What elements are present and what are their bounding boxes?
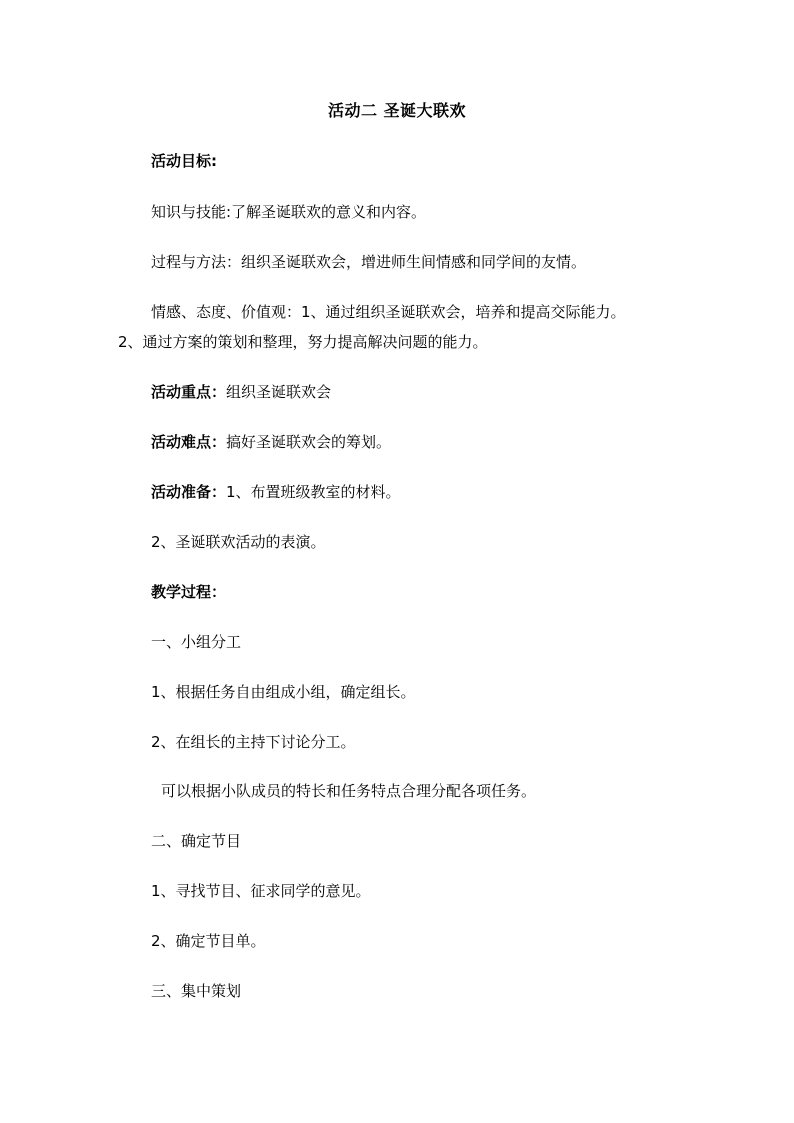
- key-point-text: 组织圣诞联欢会: [226, 383, 332, 401]
- preparation-item-2: 2、圣诞联欢活动的表演。: [151, 533, 326, 551]
- section-2-heading: 二、确定节目: [151, 832, 242, 850]
- process-heading: 教学过程：: [151, 583, 227, 601]
- section-3-heading: 三、集中策划: [151, 982, 242, 1000]
- preparation-label: 活动准备：: [151, 483, 227, 501]
- goal-knowledge: 知识与技能:了解圣诞联欢的意义和内容。: [151, 203, 427, 221]
- section-1-heading: 一、小组分工: [151, 633, 242, 651]
- activity-difficulty: [151, 432, 391, 452]
- difficulty-label: 活动难点：: [151, 433, 227, 451]
- activity-key-point: [151, 382, 331, 402]
- difficulty-text: 搞好圣诞联欢会的筹划。: [226, 433, 392, 451]
- section-1-note: 可以根据小队成员的特长和任务特点合理分配各项任务。: [161, 782, 537, 800]
- goal-emotion-line1: 情感、态度、价值观：1、通过组织圣诞联欢会，培养和提高交际能力。: [151, 303, 626, 321]
- goal-process: 过程与方法：组织圣诞联欢会，增进师生间情感和同学间的友情。: [151, 253, 587, 271]
- section-2-item-1: 1、寻找节目、征求同学的意见。: [151, 882, 371, 900]
- preparation-text: 1、布置班级教室的材料。: [226, 483, 401, 501]
- section-2-item-2: 2、确定节目单。: [151, 932, 266, 950]
- document-title: 活动二 圣诞大联欢: [327, 101, 467, 120]
- key-point-label: 活动重点：: [151, 383, 227, 401]
- section-1-item-1: 1、根据任务自由组成小组，确定组长。: [151, 683, 416, 701]
- goal-emotion-line2: 2、通过方案的策划和整理，努力提高解决问题的能力。: [118, 333, 488, 351]
- goals-heading: 活动目标:: [151, 152, 217, 170]
- section-1-item-2: 2、在组长的主持下讨论分工。: [151, 733, 356, 751]
- activity-preparation: [151, 482, 401, 502]
